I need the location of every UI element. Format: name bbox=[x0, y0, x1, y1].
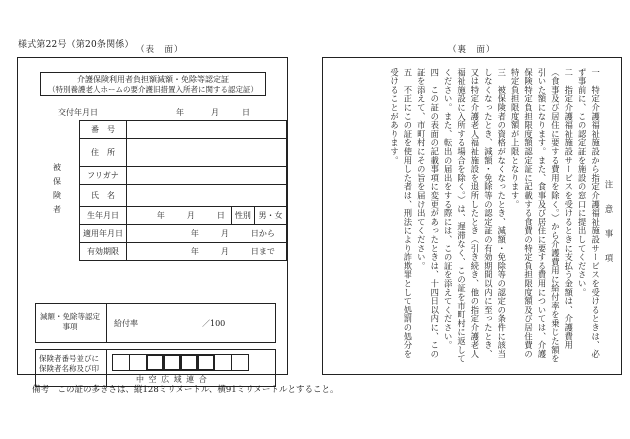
benefit-rate-suffix: ／100 bbox=[202, 319, 226, 328]
start-suffix: 日から bbox=[250, 229, 275, 238]
certificate-title-box bbox=[40, 72, 266, 96]
notes-column bbox=[387, 68, 615, 366]
insurer-digit-box bbox=[180, 354, 198, 371]
insurer-name: 中 空 広 域 連 合 bbox=[136, 375, 208, 384]
front-panel bbox=[17, 57, 288, 384]
birth-month-label: 月 bbox=[186, 211, 195, 220]
expiry-suffix: 日まで bbox=[250, 247, 275, 256]
certificate-subtitle: （特別養護老人ホームの要介護旧措置入所者に関する認定証） bbox=[48, 85, 258, 94]
insurer-number-boxes bbox=[112, 354, 248, 371]
gender-options: 男・女 bbox=[258, 211, 283, 220]
name-value bbox=[126, 185, 286, 207]
notes-heading: 注 意 事 項 bbox=[604, 180, 614, 267]
note-item: 三 被保険者の資格がなくなったとき、減額・免除等の認定の条件に該当しなくなったとき、減額・免除等の認定証の有効期間以内に至ったとき、又は特定介護老人福祉施設を退所したとき（引き続き、他の指定介護老人福祉施設に入所する場合を除く。）は、遅滞なく、この証を市町村に返してください。また、転出の届出をする際には、この証を添えてください。 bbox=[443, 68, 507, 364]
insured-person-header: 被保険者 bbox=[35, 121, 80, 261]
birthdate-label: 生年月日 bbox=[80, 207, 127, 225]
note-item: 四 この証の表面の記載事項に変更があったときは、十四日以内に、この証を添えて、市町村にその旨を届け出てください。 bbox=[416, 68, 440, 359]
benefit-rate-label: 給付率 bbox=[114, 319, 138, 328]
insurer-label: 保険者番号並びに保険者名称及び印 bbox=[39, 354, 99, 373]
birth-day-label: 日 bbox=[216, 211, 225, 220]
expiry-value bbox=[126, 243, 286, 261]
note-item: 五 不正にこの証を使用した者は、刑法により詐欺罪として処罰の処分を受けることがあります。 bbox=[389, 68, 413, 359]
insurer-digit-box bbox=[129, 354, 147, 371]
insurer-digit-box bbox=[197, 354, 215, 371]
gender-label: 性別 bbox=[231, 207, 255, 224]
issue-year-label: 年 bbox=[176, 108, 184, 117]
issue-month-label: 月 bbox=[211, 108, 219, 117]
size-remark: 備考 この証の多きさは、縦128ミリメートル、横91ミリメートルとすること。 bbox=[32, 385, 339, 395]
furigana-value bbox=[126, 167, 286, 185]
note-item: 一 特定介護福祉施設から指定介護福祉施設サービスを受けるときは、必ず事前に、この認定証を施設の窓口に提出してください。 bbox=[577, 68, 601, 359]
insurer-digit-box bbox=[112, 354, 130, 371]
name-label: 氏 名 bbox=[80, 185, 127, 207]
front-side-label: （表 面） bbox=[136, 45, 184, 55]
expiry-month-label: 月 bbox=[220, 247, 229, 256]
expiry-year-label: 年 bbox=[190, 247, 199, 256]
number-value bbox=[126, 121, 286, 139]
expiry-label: 有効期限 bbox=[80, 243, 127, 261]
insurer-digit-box bbox=[146, 354, 164, 371]
issue-date-label: 交付年月日 bbox=[58, 108, 98, 117]
furigana-label: フリガナ bbox=[80, 167, 127, 185]
insurer-digit-box bbox=[214, 354, 232, 371]
start-date-label: 適用年月日 bbox=[80, 225, 127, 243]
issue-day-label: 日 bbox=[242, 108, 250, 117]
form-number-label: 様式第22号（第20条関係） bbox=[18, 40, 134, 50]
insurer-digit-box bbox=[163, 354, 181, 371]
insurer-digit-box bbox=[231, 354, 249, 371]
start-year-label: 年 bbox=[190, 229, 199, 238]
birthdate-value bbox=[126, 207, 286, 225]
number-label: 番 号 bbox=[80, 121, 127, 139]
insured-person-table bbox=[35, 120, 287, 261]
certification-label: 減額・免除等認定事項 bbox=[40, 312, 100, 331]
start-month-label: 月 bbox=[220, 229, 229, 238]
insurer-box bbox=[35, 349, 276, 387]
note-item: 二 指定介護福祉施設サービスを受けるときに支払う金額は、介護費用（食事及び居住に要する費用を除く。）から介護費用に給付率を乗じた額を引いた額になります。また、食事及び居住に要する費用については、介護保険特定負担限度額認定証に記載する食費の特定負担限度額及び居住費の特定負担限度額が上限となります。 bbox=[510, 68, 574, 364]
back-panel bbox=[322, 57, 622, 375]
back-side-label: （裏 面） bbox=[448, 45, 496, 55]
address-value bbox=[126, 139, 286, 167]
birth-year-label: 年 bbox=[156, 211, 165, 220]
certification-box bbox=[35, 303, 276, 343]
certificate-title: 介護保険利用者負担額減額・免除等認定証 bbox=[77, 75, 229, 84]
address-label: 住 所 bbox=[80, 139, 127, 167]
start-date-value bbox=[126, 225, 286, 243]
